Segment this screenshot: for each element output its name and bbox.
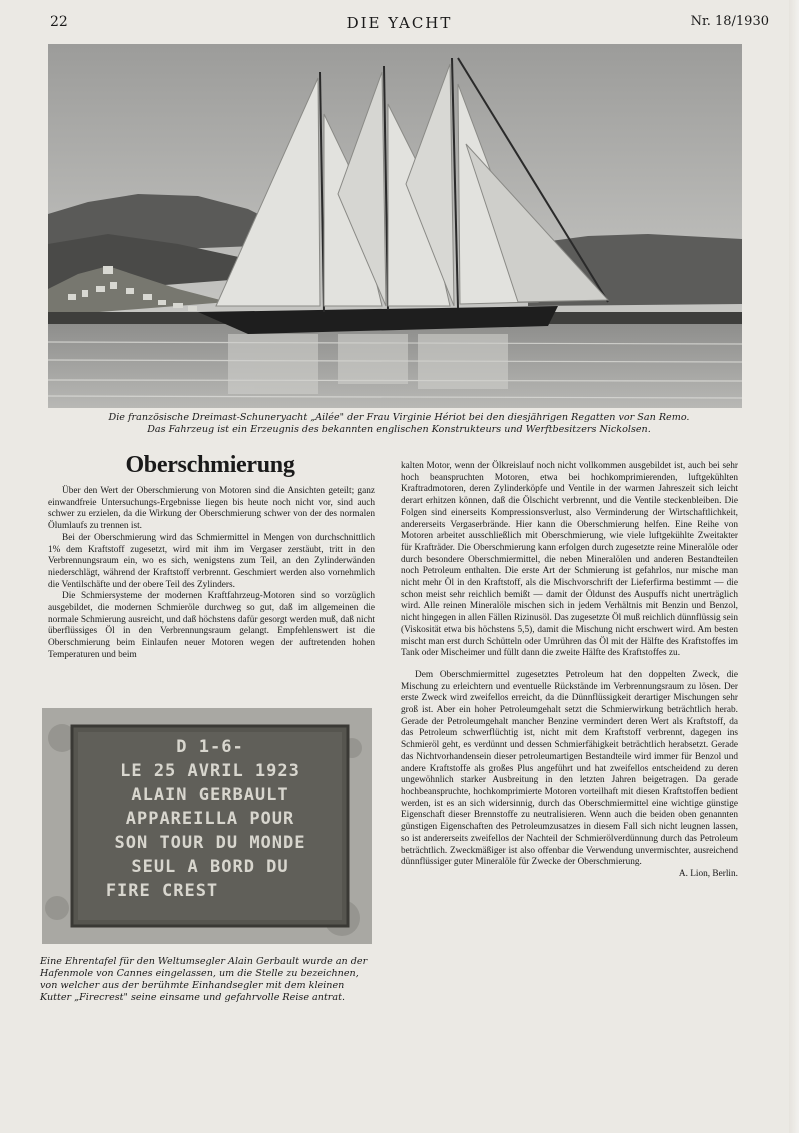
plaque-line: SON TOUR DU MONDE	[114, 833, 306, 853]
yacht-caption-line2: Das Fahrzeug ist ein Erzeugnis des bekannten englischen Konstrukteurs und Werftbesitzers Nickolsen.	[147, 424, 651, 435]
paragraph: kalten Motor, wenn der Ölkreislauf noch nicht vollkommen ausgebildet ist, auch bei sehr hoch beanspruchten Motoren, etwa bei hochkomprimierenden, luftgekühlten Kraftradmotoren, deren Zylinderköpfe und Ventile in der warmen Jahreszeit sich leicht derart erhitzen können, daß die Ölschicht verbrennt, und die Ventile steckenbleiben. Die Folgen sind einerseits Kompressionsverlust, also Verminderung der Wirtschaftlichkeit, andererseits Vergaserbrände. Hier kann die Oberschmierung helfen. Eine Reihe von Motoren arbeitet ausschließlich mit Oberschmierung, wie viele luftgekühlte Zweitakter für Krafträder. Die Oberschmierung kann erfolgen durch zugesetzte reine Mineralöle oder durch besondere Oberschmiermittel, die neben Mineralölen und anderen Bestandteilen noch Petroleum enthalten. Die erste Art der Schmierung ist gefahrlos, nur mische man nicht mehr Öl in den Kraftstoff, als die Mischvorschrift der Lieferfirma bestimmt — die schon meist sehr reichlich bemißt — damit der Öldunst des Auspuffs nicht unerträglich wird. Alle reinen Mineralöle mischen sich in jedem Verhältnis mit Benzin und Benzol, nicht hingegen in allen Fällen Rizinusöl. Das zugesetzte Öl muß reichlich dünnflüssig sein (Viskosität etwa bis höchstens 5,5), damit die Mischung nicht erschwert wird. Am besten mischt man erst durch Schütteln oder Umrühren das Öl mit der Hälfte des Kraftstoffes im Tank oder Mischeimer und füllt dann die zweite Hälfte des Kraftstoffes zu.	[401, 461, 738, 659]
page-edge	[789, 0, 799, 1133]
plaque-photo	[42, 708, 372, 944]
paragraph: Die Schmiersysteme der modernen Kraftfahrzeug-Motoren sind so vorzüglich ausgebildet, die modernen Schmieröle durchweg so gut, daß im allgemeinen die normale Schmierung ausreicht, und daß höchstens dafür gesorgt werden muß, daß nicht überflüssiges Öl in den Verbrennungsraum gelangt. Empfehlenswert ist die Oberschmierung beim Einlaufen neuer Motoren wegen der auftretenden hohen Temperaturen und beim	[48, 591, 375, 660]
author-signature: A. Lion, Berlin.	[678, 868, 738, 879]
plaque-illustration	[42, 708, 372, 944]
paragraph: Bei der Oberschmierung wird das Schmiermittel in Mengen von durchschnittlich 1% dem Kraftstoff zugesetzt, wird mit ihm im Vergaser zerstäubt, tritt in den Verbrennungsraum ein, wo es sich, wenigstens zum Teil, an den Zylinderwänden niederschlägt, während der Kraftstoff verbrennt. Geschmiert werden also vornehmlich die Ventilschäfte und der obere Teil des Zylinders.	[48, 532, 375, 590]
paragraph: Dem Oberschmiermittel zugesetztes Petroleum hat den doppelten Zweck, die Mischung zu erleichtern und eventuelle Rückstände im Verbrennungsraum zu lösen. Der erste Zweck wird zweifellos erreicht, da die Dünnflüssigkeit derartiger Mischungen sehr groß ist. Aber ein hoher Petroleumgehalt setzt die Schmierwirkung beträchtlich herab. Gerade der Petroleumgehalt mancher Benzine vermindert deren Wert als Kraftstoff, da das Petroleum schwerflüchtig ist, nicht mit dem Kraftstoff verbrennt, dagegen ins Schmieröl geht, es verdünnt und dessen Schmierfähigkeit beträchtlich herabsetzt. Gerade das Nichtvorhandensein dieser petroleumartigen Bestandteile wird immer für Benzol und andere Kraftstoffe als großes Plus angeführt und hat zweifellos entscheidend zu deren ungewöhnlich starker Ausbreitung in den letzten Jahren beigetragen. Da gerade hochbeanspruchte, hochkomprimierte Motoren vorteilhaft mit diesen Kraftstoffen bedient werden, ist es an sich widersinnig, durch das Oberschmiermittel eine wichtige günstige Eigenschaft dieser Brennstoffe zu neutralisieren. Wenn auch die beiden oben genannten günstigen Eigenschaften des Petroleumzusatzes in diesem Fall sich nicht leugnen lassen, so ist andererseits zweifellos der Nachteil der Schmierölverdünnung durch das Petroleum beträchtlich. Zweckmäßiger ist also offenbar die Verwendung unvermischter, ausreichend dünnflüssiger guter Mineralöle für Zwecke der Oberschmierung.	[401, 669, 738, 868]
plaque-line: APPAREILLA POUR	[125, 809, 295, 829]
right-column	[401, 461, 738, 881]
issue-number: Nr. 18/1930	[690, 14, 769, 29]
plaque-line: LE 25 AVRIL 1923	[120, 761, 300, 781]
running-title: DIE YACHT	[346, 14, 453, 32]
page-number: 22	[50, 14, 68, 30]
plaque-line: FIRE CREST	[105, 881, 219, 901]
yacht-caption-line1: Die französische Dreimast-Schuneryacht „Ailée" der Frau Virginie Hériot bei den diesjährigen Regatten vor San Remo.	[108, 412, 690, 423]
plaque-line: D 1-6-	[176, 737, 244, 757]
paragraph: Über den Wert der Oberschmierung von Motoren sind die Ansichten geteilt; ganz einwandfreie Untersuchungs-Ergebnisse liegen bis heute noch nicht vor, sind auch schwer zu erzielen, da die Wirkung der Oberschmierung schwer von der des normalen Ölumlaufs zu trennen ist.	[48, 486, 375, 532]
article-headline: Oberschmierung	[125, 452, 295, 478]
schooner-illustration	[48, 44, 742, 408]
plaque-caption: Eine Ehrentafel für den Weltumsegler Alain Gerbault wurde an der Hafenmole von Cannes eingelassen, um die Stelle zu bezeichnen, von welcher aus der berühmte Einhandsegler mit dem kleinen Kutter „Firecrest" seine einsame und gefahrvolle Reise antrat.	[40, 956, 368, 1003]
yacht-caption	[40, 412, 758, 436]
left-column	[48, 486, 375, 662]
plaque-line: SEUL A BORD DU	[131, 857, 289, 877]
plaque-line: ALAIN GERBAULT	[131, 785, 289, 805]
plaque-inscription	[106, 737, 306, 901]
yacht-photo	[48, 44, 742, 408]
